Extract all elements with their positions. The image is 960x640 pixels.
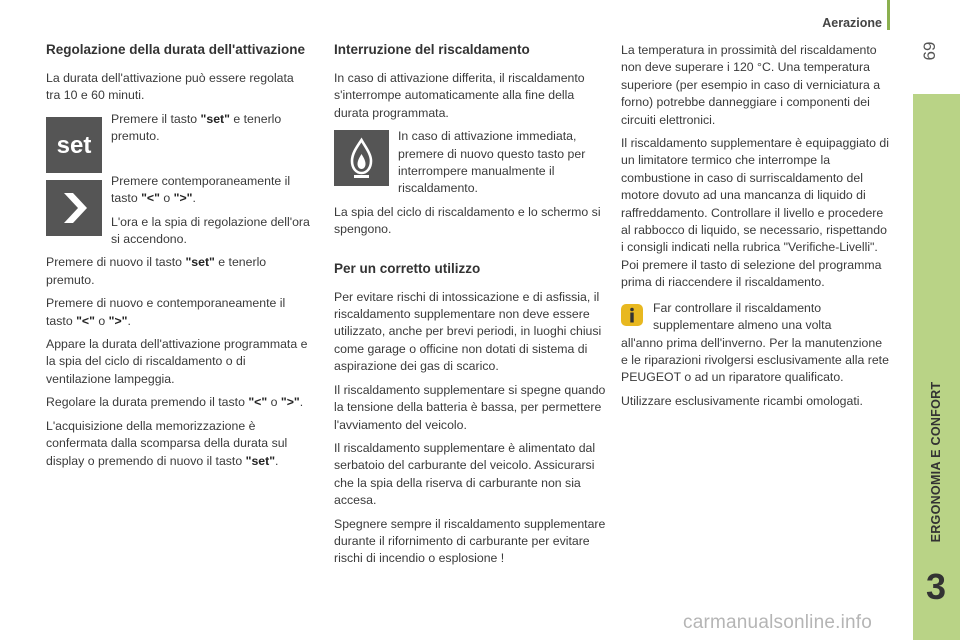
para-thermal-limiter: Il riscaldamento supplementare è equipaggiato di un limitatore termico che interrompe la combustione in caso di surriscaldamento del motore dovuto ad una mancanza di liquido di raffreddamento. Controllare il livello e procedere al rabbocco di liquido, se necessario, rispettando i consigli indicati nella rubrica "Verifiche-Livelli". Poi premere il tasto di selezione del programma prima di riaccendere il riscaldamento. [621,136,889,290]
heading-duration: Regolazione della durata dell'attivazione [46,42,306,57]
heading-interruption: Interruzione del riscaldamento [334,42,530,57]
set-icon-label: set [56,131,92,159]
page-number: 69 [920,41,939,61]
heading-correct-use: Per un corretto utilizzo [334,260,481,276]
chapter-tab [913,94,960,640]
chapter-number: 3 [925,566,947,607]
step-set [46,111,311,169]
para-deferred: In caso di attivazione differita, il riscaldamento s'interrompe automaticamente alla fine della durata programmata. [334,71,585,120]
step-flame [334,128,609,198]
info-note [621,300,891,335]
info-note-text-b: all'anno prima dell'inverno. Per la manutenzione e le riparazioni rivolgersi esclusivamente alla rete PEUGEOT o ad un riparatore qualificato. [621,335,889,385]
flame-button-icon [334,130,389,186]
para-spare-parts: Utilizzare esclusivamente ricambi omologati. [621,393,863,408]
arrow-right-button-icon [46,180,102,236]
watermark: carmanualsonline.info [683,612,873,633]
para-temperature: La temperatura in prossimità del riscaldamento non deve superare i 120 °C. Una temperatura superiore (per esempio in caso di verniciatura a forno) potrebbe danneggiare i componenti dei circuiti elettronici. [621,43,881,127]
set-button-icon [46,117,102,173]
step3-text: L'ora e la spia di regolazione dell'ora si accendono. [111,214,310,247]
header-accent-line [887,0,890,30]
para-intoxication: Per evitare rischi di intossicazione e di asfissia, il riscaldamento supplementare non deve essere utilizzato, anche per brevi periodi, in luoghi chiusi come garage o officine non dotati di sistema di aspirazione dei gas di scarico. [334,289,602,374]
column-interruption [334,42,609,574]
para-adjust-duration: Regolare la durata premendo il tasto "<" o ">". [46,395,304,410]
para-duration-appears: Appare la durata dell'attivazione programmata e la spia del ciclo di riscaldamento o di ventilazione lampeggia. [46,337,308,386]
para-press-arrows: Premere di nuovo e contemporaneamente il tasto "<" o ">". [46,296,286,328]
step1-text: Premere il tasto "set" e tenerlo premuto. [111,111,282,144]
flame-step-text: In caso di attivazione immediata, premere di nuovo questo tasto per interrompere manualmente il riscaldamento. [398,129,586,196]
para-memorization: L'acquisizione della memorizzazione è confermata dalla scomparsa della durata sul display o premendo di nuovo il tasto "set". [46,418,288,468]
para-press-set: Premere di nuovo il tasto "set" e tenerlo premuto. [46,255,267,287]
column-duration-settings [46,42,311,476]
section-title: Aerazione [822,16,882,30]
info-note-text-a: Far controllare il riscaldamento supplementare almeno una volta [653,300,832,333]
para-lights-off: La spia del ciclo di riscaldamento e lo schermo si spengono. [334,204,601,237]
para-fuel-tank: Il riscaldamento supplementare è alimentato dal serbatoio del carburante del veicolo. Assicurarsi che la spia della riserva di carburante non sia accesa. [334,440,596,508]
chapter-label-text: ERGONOMIA E CONFORT [929,381,943,543]
info-icon [621,304,643,326]
column-temperature [621,42,891,416]
step2-text: Premere contemporaneamente il tasto "<" o ">". [111,173,291,206]
para-battery: Il riscaldamento supplementare si spegne quando la tensione della batteria è bassa, per permettere l'avviamento del veicolo. [334,382,606,432]
para-refuel: Spegnere sempre il riscaldamento supplementare durante il rifornimento di carburante per evitare rischi di incendio o esplosione ! [334,516,606,566]
intro-text: La durata dell'attivazione può essere regolata tra 10 e 60 minuti. [46,71,294,103]
step-arrows [46,173,311,249]
